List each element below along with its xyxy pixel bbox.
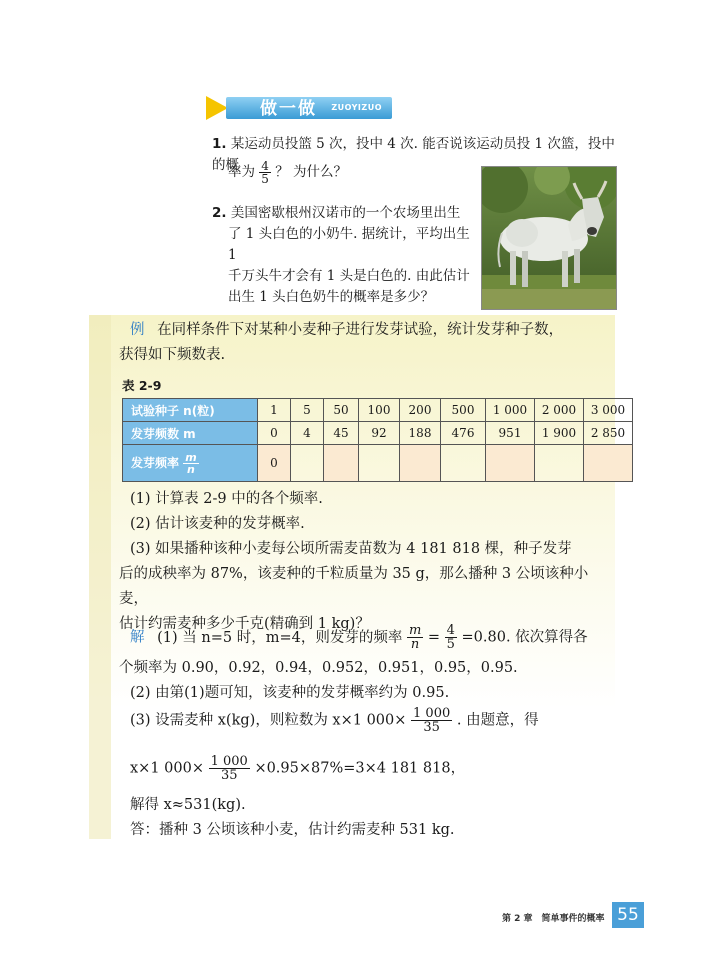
banner-subtitle: ZUOYIZUO bbox=[331, 103, 382, 112]
section-banner bbox=[206, 96, 392, 120]
table-cell bbox=[486, 445, 535, 482]
chapter-footer: 第 2 章 简单事件的概率 bbox=[502, 914, 605, 924]
table-cell bbox=[324, 445, 359, 482]
table-cell bbox=[359, 445, 400, 482]
table-cell bbox=[584, 445, 633, 482]
table-row bbox=[123, 445, 633, 482]
frac-num: 4 bbox=[446, 623, 455, 638]
row-header-germ-count: 发芽频数 m bbox=[123, 422, 258, 445]
solution-l5-post: ×0.95×87%=3×4 181 818， bbox=[254, 760, 466, 777]
exercise-1-number: 1. bbox=[212, 136, 227, 152]
solution-line4 bbox=[130, 707, 539, 734]
solution-line2: 个频率为 0.90，0.92，0.94，0.952，0.951，0.95，0.95. bbox=[119, 660, 518, 676]
solution-answer: 答：播种 3 公顷该种小麦，估计约需麦种 531 kg. bbox=[130, 822, 455, 838]
table-cell: 500 bbox=[441, 399, 486, 422]
fraction-4-over-5 bbox=[445, 624, 457, 651]
frac-den: 5 bbox=[446, 637, 455, 652]
table-cell: 188 bbox=[400, 422, 441, 445]
frac-den: n bbox=[187, 462, 195, 476]
solution-l4-pre: (3) 设需麦种 x(kg)，则粒数为 x×1 000× bbox=[130, 712, 407, 729]
table-cell bbox=[291, 445, 324, 482]
exercise-1-line2-pre: 率为 bbox=[228, 164, 255, 180]
table-cell: 2 000 bbox=[535, 399, 584, 422]
exercise-1-line1: 某运动员投篮 5 次，投中 4 次. 能否说该运动员投 1 次篮，投中的概 bbox=[212, 136, 615, 173]
solution-l5-pre: x×1 000× bbox=[130, 760, 204, 777]
table-cell bbox=[535, 445, 584, 482]
example-intro bbox=[119, 318, 610, 368]
table-cell: 200 bbox=[400, 399, 441, 422]
example-questions bbox=[119, 487, 615, 637]
row-header-seeds: 试验种子 n(粒) bbox=[123, 399, 258, 422]
banner-arrow-icon bbox=[206, 96, 228, 120]
frac-num: m bbox=[185, 450, 197, 464]
exercise-1-line2-post: ？ 为什么？ bbox=[275, 164, 348, 180]
table-cell: 1 bbox=[258, 399, 291, 422]
table-cell: 0 bbox=[258, 422, 291, 445]
frac-den: 35 bbox=[423, 720, 440, 735]
equals-sign: = bbox=[427, 629, 441, 646]
question-line: 后的成秧率为 87%，该麦种的千粒质量为 35 g，那么播种 3 公顷该种小麦， bbox=[119, 566, 589, 607]
fraction-m-n bbox=[183, 452, 198, 475]
question-line: (1) 计算表 2-9 中的各个频率. bbox=[130, 491, 323, 507]
table-cell: 2 850 bbox=[584, 422, 633, 445]
solution-label: 解 bbox=[130, 629, 145, 646]
exercise-1-line2 bbox=[228, 160, 347, 185]
frac-num: 4 bbox=[261, 159, 269, 173]
solution-line1 bbox=[130, 624, 588, 651]
table-cell: 45 bbox=[324, 422, 359, 445]
exercise-2-line: 美国密歇根州汉诺市的一个农场里出生 bbox=[230, 205, 461, 221]
page-number: 55 bbox=[612, 902, 644, 928]
solution-l4-post: . 由题意，得 bbox=[456, 712, 539, 729]
question-line: 估计约需麦种多少千克(精确到 1 kg)？ bbox=[119, 616, 370, 632]
solution-equation bbox=[130, 755, 465, 782]
table-cell: 0 bbox=[258, 445, 291, 482]
table-cell: 4 bbox=[291, 422, 324, 445]
table-cell: 476 bbox=[441, 422, 486, 445]
frac-num: m bbox=[408, 623, 422, 638]
frequency-table bbox=[122, 398, 633, 482]
solution-l1-pre: (1) 当 n=5 时，m=4，则发芽的频率 bbox=[157, 629, 403, 646]
solution-line6: 解得 x≈531(kg). bbox=[130, 797, 246, 813]
table-title: 表 2-9 bbox=[122, 378, 162, 393]
table-row bbox=[123, 422, 633, 445]
question-line: (3) 如果播种该种小麦每公顷所需麦苗数为 4 181 818 棵，种子发芽 bbox=[130, 541, 572, 557]
example-line2: 获得如下频数表. bbox=[119, 347, 226, 363]
table-cell: 100 bbox=[359, 399, 400, 422]
frac-num: 1 000 bbox=[210, 754, 248, 769]
exercise-2-number: 2. bbox=[212, 205, 227, 221]
example-side-strip bbox=[89, 315, 111, 839]
table-cell: 3 000 bbox=[584, 399, 633, 422]
table-cell bbox=[400, 445, 441, 482]
banner-title: 做一做 bbox=[260, 99, 317, 119]
table-cell: 92 bbox=[359, 422, 400, 445]
exercise-2-line: 出生 1 头白色奶牛的概率是多少？ bbox=[228, 289, 435, 305]
fraction-1000-over-35 bbox=[411, 707, 452, 734]
frac-den: 5 bbox=[261, 172, 269, 186]
row-header-germ-rate bbox=[123, 445, 258, 482]
white-cow-photo bbox=[481, 166, 617, 310]
row-header-germ-rate-label: 发芽频率 bbox=[131, 455, 180, 470]
question-line: (2) 估计该麦种的发芽概率. bbox=[130, 516, 305, 532]
banner-bar bbox=[226, 97, 392, 119]
fraction-4-5 bbox=[259, 160, 271, 185]
solution-line3: (2) 由第(1)题可知，该麦种的发芽概率约为 0.95. bbox=[130, 685, 450, 701]
table-cell: 1 900 bbox=[535, 422, 584, 445]
example-line1: 在同样条件下对某种小麦种子进行发芽试验，统计发芽种子数， bbox=[157, 322, 564, 338]
example-label: 例 bbox=[130, 322, 145, 338]
exercise-2 bbox=[212, 203, 477, 308]
table-cell: 5 bbox=[291, 399, 324, 422]
exercise-2-line: 千万头牛才会有 1 头是白色的. 由此估计 bbox=[228, 268, 470, 284]
fraction-1000-over-35 bbox=[209, 755, 250, 782]
table-cell: 1 000 bbox=[486, 399, 535, 422]
solution-l1-post: =0.80. 依次算得各 bbox=[461, 629, 588, 646]
frac-num: 1 000 bbox=[413, 706, 451, 721]
table-cell: 951 bbox=[486, 422, 535, 445]
fraction-m-over-n bbox=[407, 624, 423, 651]
table-cell bbox=[441, 445, 486, 482]
exercise-2-line: 了 1 头白色的小奶牛. 据统计，平均出生 1 bbox=[228, 226, 470, 263]
table-row bbox=[123, 399, 633, 422]
frac-den: 35 bbox=[220, 768, 238, 783]
table-cell: 50 bbox=[324, 399, 359, 422]
frac-den: n bbox=[410, 637, 420, 652]
